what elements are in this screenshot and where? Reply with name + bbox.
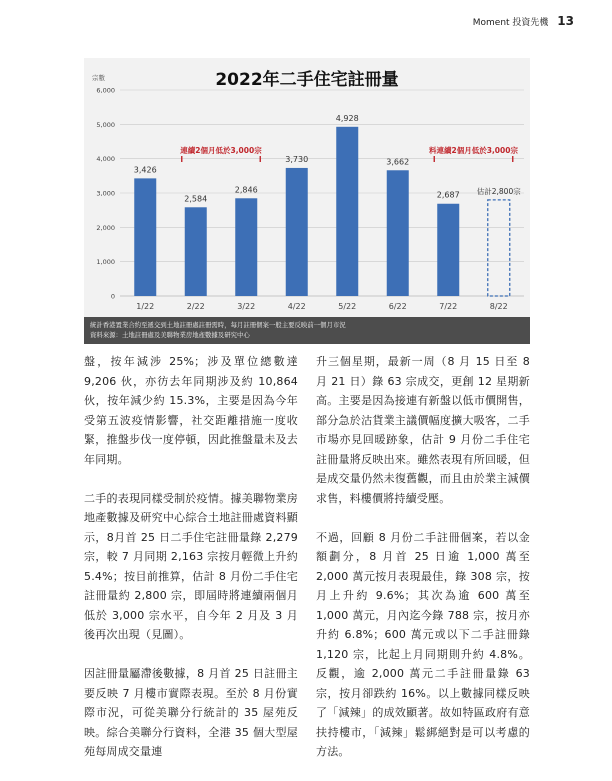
- y-tick-label: 6,000: [96, 86, 115, 95]
- chart-title: 2022年二手住宅註冊量: [215, 70, 399, 90]
- x-tick-label: 5/22: [338, 302, 357, 311]
- bar-value-label: 3,662: [386, 157, 410, 167]
- x-tick-label: 3/22: [237, 302, 256, 311]
- x-tick-label: 7/22: [439, 302, 458, 311]
- x-tick-label: 2/22: [186, 302, 205, 311]
- chart-panel: [84, 58, 530, 344]
- y-tick-label: 5,000: [96, 120, 115, 129]
- bar: [286, 168, 308, 296]
- page-number: 13: [557, 14, 574, 28]
- bar: [235, 198, 257, 296]
- bar-value-label: 4,928: [335, 113, 359, 123]
- paragraph: 盤，按年減涉 25%；涉及單位總數達 9,206 伙，亦彷去年同期涉及約 10,864 伙，按年減少約 15.3%，主要是因為今年受第五波疫情影響，社交距離措施一度收緊，推盤步伐一度停頓，因此推盤量未及去年同期。: [84, 355, 298, 466]
- annotation-feb-mar-label: 連續2個月低於3,000宗: [180, 146, 262, 155]
- left-column: [84, 352, 298, 781]
- bar-value-label: 3,426: [133, 165, 157, 175]
- paragraph: 升三個星期，最新一周（8 月 15 日至 8 月 21 日）錄 63 宗成交，更創 12 星期新高。主要是因為接連有新盤以低市價開售，部分急於沽貨業主議價幅度擴大吸客，二手市場亦見回暖跡象，估計 9 月份二手住宅註冊量將反映出來。雖然表現有所回暖，但是成交量仍然未復舊觀，而且由於業主減價求售，料樓價將持續受壓。: [316, 355, 530, 505]
- paragraph: 二手的表現同樣受制於疫情。據美聯物業房地產數據及研究中心綜合土地註冊處資料顯示，8月首 25 日二手住宅註冊量錄 2,279 宗，較 7 月同期 2,163 宗按月輕微上升約 5.4%；按目前推算，估計 8 月份二手住宅註冊量約 2,800 宗，即屆時將連續兩個月低於 3,000 宗水平，自今年 2 月及 3 月後再次出現（見圖）。: [84, 491, 298, 641]
- bar-value-label: 3,730: [285, 154, 309, 164]
- bar-value-label: 2,687: [436, 190, 460, 200]
- x-tick-label: 4/22: [287, 302, 306, 311]
- bar-value-label: 2,846: [234, 185, 258, 195]
- y-axis-label: 宗數: [92, 74, 105, 82]
- y-tick-label: 1,000: [96, 258, 115, 267]
- chart-caption: [84, 317, 530, 344]
- y-tick-label: 0: [110, 292, 115, 301]
- annotation-jul-aug-label: 料連續2個月低於3,000宗: [429, 146, 518, 155]
- bar: [185, 207, 207, 296]
- bar-estimated: [488, 200, 510, 296]
- page-header: [473, 14, 574, 28]
- x-tick-label: 6/22: [388, 302, 407, 311]
- x-tick-label: 1/22: [136, 302, 155, 311]
- caption-source: 資料來源：土地註冊處及美聯物業房地產數據及研究中心: [90, 331, 250, 339]
- right-column: [316, 352, 530, 781]
- paragraph: 因註冊量屬滯後數據，8 月首 25 日註冊主要反映 7 月樓市實際表現。至於 8 月份實際市況，可從美聯分行統計的 35 屋苑反映。綜合美聯分行資料，全港 35 個大型屋苑每周成交量連: [84, 667, 298, 758]
- bar-value-label: 估計2,800宗: [476, 186, 521, 196]
- bar-chart: [84, 58, 530, 317]
- caption-note: 統計香港置業合約至遞交到土地註冊處註冊需時，每月註冊個案一般主要反映前一個月市況: [90, 321, 346, 329]
- y-tick-label: 4,000: [96, 155, 115, 164]
- bar: [387, 170, 409, 296]
- x-tick-label: 8/22: [489, 302, 508, 311]
- bar-value-label: 2,584: [184, 194, 208, 204]
- publication-name: Moment 投資先機: [472, 18, 549, 28]
- y-tick-label: 3,000: [96, 189, 115, 198]
- bar: [336, 127, 358, 296]
- y-tick-label: 2,000: [96, 223, 115, 232]
- bar: [134, 178, 156, 296]
- paragraph: 不過，回顧 8 月份二手註冊個案，若以金額劃分，8 月首 25 日逾 1,000 萬至 2,000 萬元按月表現最佳，錄 308 宗，按月上升約 9.6%；其次為逾 600 萬至 1,000 萬元，月內迄今錄 788 宗，按月亦升約 6.8%；600 萬元或以下二手註冊錄 1,120 宗，比起上月同期則升約 4.8%。反觀，逾 2,000 萬元二手註冊量錄 63 宗，按月卻跌約 16%。以上數據同樣反映了「減辣」的成效顯著。故如特區政府有意扶持樓市，「減辣」鬆綁絕對是可以考慮的方法。: [316, 530, 530, 758]
- bar: [437, 204, 459, 296]
